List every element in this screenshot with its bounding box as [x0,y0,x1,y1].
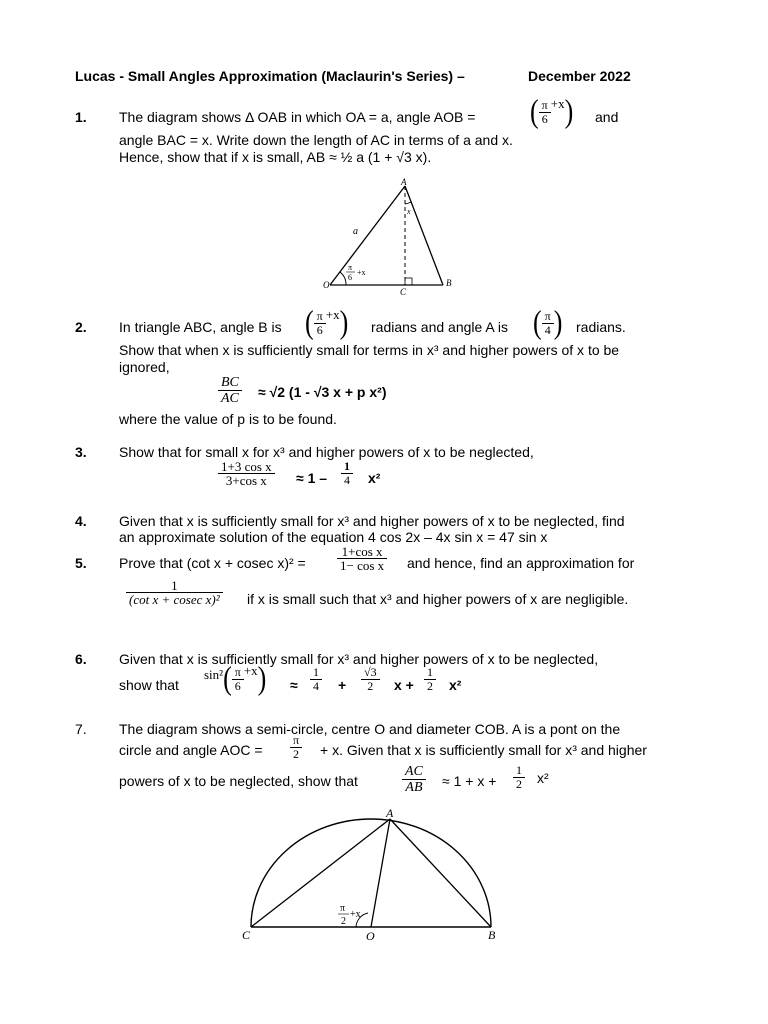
q7-line2b: + x. Given that x is sufficiently small for x³ and higher [320,742,647,758]
q7-angle-fraction: $\frac{\pi}{2}$ [290,734,302,761]
q7-x2: x² [537,770,549,786]
label-C: C [242,928,251,942]
label-a: a [353,226,358,237]
angle-label-num: π [340,903,346,914]
angle-O-arc [340,272,346,285]
chord-CA [251,819,390,927]
q2-line3: ignored, [119,359,170,375]
label-C: C [400,287,407,297]
q1-and: and [595,109,619,125]
q1-number: 1. [75,109,87,125]
label-A: A [401,177,407,187]
q3-fraction: $\frac{\text{1+3 cos x}}{\text{3+cos x}}$ [218,460,275,487]
q1-line1: The diagram shows Δ OAB in which OA = a, angle AOB = [119,109,476,125]
label-O: O [366,929,375,943]
label-B: B [488,928,496,942]
q2-line5: where the value of p is to be found. [119,411,337,427]
q5-reciprocal: $\frac{1}{\text{(cot x + cosec x)²}}$ [126,579,223,606]
q2-angle-b: ( $\frac{\pi}{6}$ +x) [305,304,349,341]
q4-number: 4. [75,513,87,529]
q6-number: 6. [75,651,87,667]
q1-angle-expression: ( $\frac{\pi}{6}$ +x) [530,93,574,130]
angle-A-arc [405,202,411,204]
q2-end: radians. [576,319,626,335]
q7-half: $\frac{1}{2}$ [513,764,525,791]
side-AB [405,186,443,285]
chord-AB [390,819,491,927]
q2-line2: Show that when x is sufficiently small for terms in x³ and higher powers of x to be [119,342,620,358]
header-title: Lucas - Small Angles Approximation (Maclaurin's Series) – [75,68,465,84]
q7-approx: ≈ 1 + x + [442,773,497,789]
q3-x2: x² [368,470,381,486]
q2-fraction: $\frac{BC}{AC}$ [218,375,242,406]
right-angle-mark [405,278,412,285]
q6-x-plus: x + [394,677,414,693]
q2-number: 2. [75,319,87,335]
side-OA [330,186,405,285]
semicircle-arc [251,819,491,927]
q6-term1: $\frac{1}{4}$ [310,666,322,693]
q6-line1: Given that x is sufficiently small for x³ and higher powers of x to be neglected, [119,651,599,667]
q2-expression: ≈ √2 (1 - √3 x + p x²) [258,384,387,400]
angle-label-plus: +x [350,909,361,920]
q6-show: show that [119,677,179,693]
q7-number: 7. [75,721,87,737]
angle-label-den: 6 [348,273,352,282]
q3-line1: Show that for small x for x³ and higher powers of x to be neglected, [119,444,534,460]
q5-intro: Prove that (cot x + cosec x)² = [119,555,306,571]
q1-line3: Hence, show that if x is small, AB ≈ ½ a (1 + √3 x). [119,149,432,165]
q7-line1: The diagram shows a semi-circle, centre O and diameter COB. A is a pont on the [119,721,621,737]
q2-angle-a: ( $\frac{\pi}{4}$ ) [533,304,563,341]
q3-half: $\frac{1}{4}$ [341,460,353,487]
q2-mid: radians and angle A is [371,319,508,335]
q6-x2: x² [449,677,462,693]
label-A: A [386,806,394,820]
q6-term3: $\frac{1}{2}$ [424,666,436,693]
q5-line2: if x is small such that x³ and higher powers of x are negligible. [247,591,629,607]
radius-OA [371,819,390,927]
q6-term2: $\frac{√3}{2}$ [361,666,380,693]
label-B: B [446,278,452,288]
q2-intro: In triangle ABC, angle B is [119,319,282,335]
q3-approx: ≈ 1 – [296,470,328,486]
q7-semicircle-diagram [236,805,506,945]
label-x: x [407,207,411,216]
q4-line2: an approximate solution of the equation 4 cos 2x – 4x sin x = 47 sin x [119,529,548,545]
q5-fraction: $\frac{\text{1+cos x}}{\text{1− cos x}}$ [337,545,387,572]
angle-label-den: 2 [341,916,346,927]
q7-fraction: $\frac{AC}{AB}$ [402,764,426,795]
q5-number: 5. [75,555,87,571]
q6-sin-expression: sin²( $\frac{\pi}{6}$ +x) [204,660,267,697]
angle-label-plus: +x [357,268,366,277]
q6-plus: + [338,677,347,693]
label-O: O [323,280,330,290]
q1-line2: angle BAC = x. Write down the length of AC in terms of a and x. [119,132,513,148]
q7-line3: powers of x to be neglected, show that [119,773,358,789]
angle-label-num: π [348,263,353,272]
header-date: December 2022 [528,68,631,84]
q3-number: 3. [75,444,87,460]
q7-line2a: circle and angle AOC = [119,742,263,758]
q1-triangle-diagram [310,176,470,298]
q4-line1: Given that x is sufficiently small for x³ and higher powers of x to be neglected, find [119,513,625,529]
q6-approx: ≈ [290,677,298,693]
q5-end: and hence, find an approximation for [407,555,635,571]
